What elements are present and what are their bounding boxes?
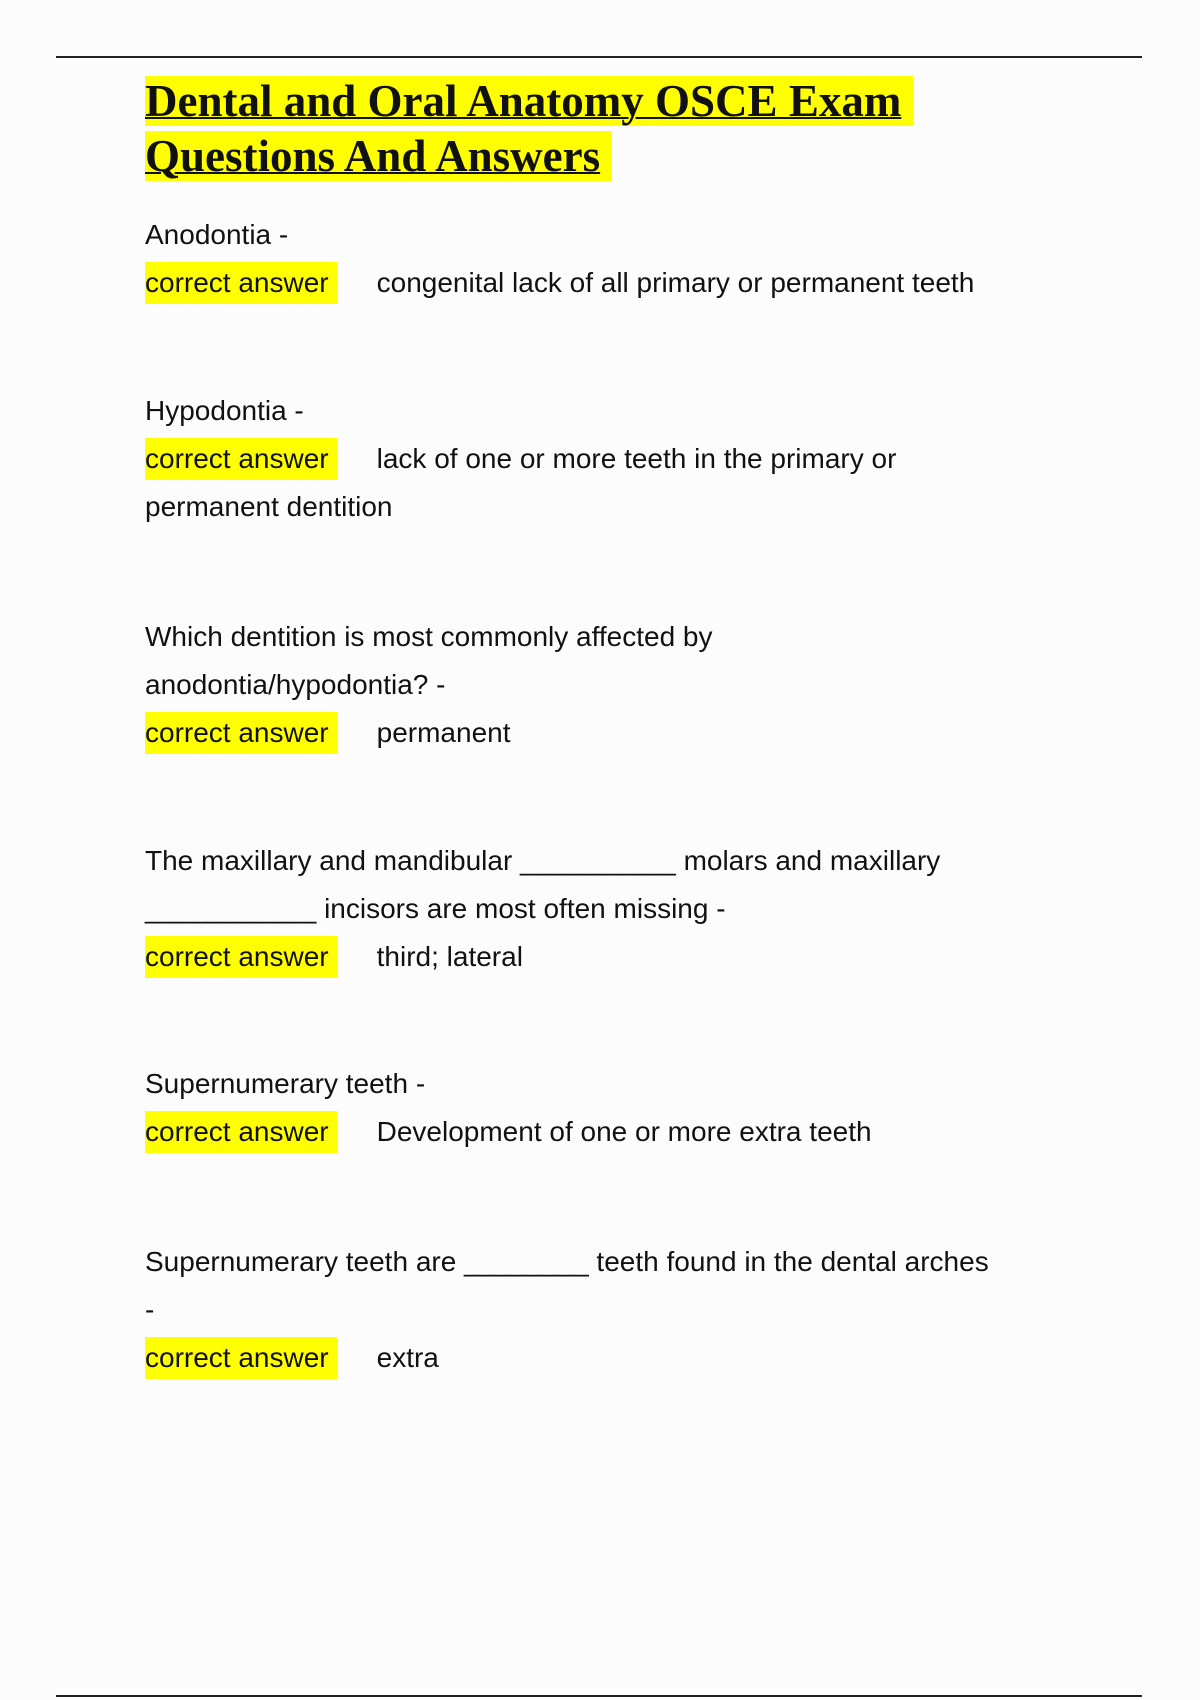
question: Which dentition is most commonly affected by xyxy=(145,621,713,652)
document-title xyxy=(145,74,913,184)
question: Anodontia - xyxy=(145,219,289,250)
answer: permanent xyxy=(376,717,511,748)
question: The maxillary and mandibular __________ molars and maxillary xyxy=(145,845,941,876)
answer: Development of one or more extra teeth xyxy=(376,1116,872,1147)
answer-continued: permanent dentition xyxy=(145,491,393,522)
answer: congenital lack of all primary or permanent teeth xyxy=(376,267,975,298)
answer: lack of one or more teeth in the primary or xyxy=(376,443,897,474)
answer: third; lateral xyxy=(376,941,523,972)
question: Supernumerary teeth are ________ teeth found in the dental arches xyxy=(145,1246,989,1277)
qa-item-3 xyxy=(145,613,1105,757)
question-continued: ___________ incisors are most often missing - xyxy=(145,893,726,924)
question-continued: - xyxy=(145,1294,155,1325)
question: Supernumerary teeth - xyxy=(145,1068,426,1099)
answer: extra xyxy=(376,1342,439,1373)
question: Hypodontia - xyxy=(145,395,304,426)
top-rule xyxy=(56,56,1142,58)
correct-answer-label: correct answer xyxy=(145,1337,337,1379)
correct-answer-label: correct answer xyxy=(145,936,337,978)
qa-item-4 xyxy=(145,837,1105,981)
correct-answer-label: correct answer xyxy=(145,438,337,480)
qa-item-1 xyxy=(145,211,1105,307)
question-continued: anodontia/hypodontia? - xyxy=(145,669,446,700)
title-line-1: Dental and Oral Anatomy OSCE Exam xyxy=(145,76,913,126)
qa-item-2 xyxy=(145,387,1105,531)
correct-answer-label: correct answer xyxy=(145,712,337,754)
qa-item-5 xyxy=(145,1060,1105,1156)
correct-answer-label: correct answer xyxy=(145,262,337,304)
qa-item-6 xyxy=(145,1238,1105,1382)
correct-answer-label: correct answer xyxy=(145,1111,337,1153)
bottom-rule xyxy=(56,1695,1142,1697)
title-line-2: Questions And Answers xyxy=(145,131,612,181)
